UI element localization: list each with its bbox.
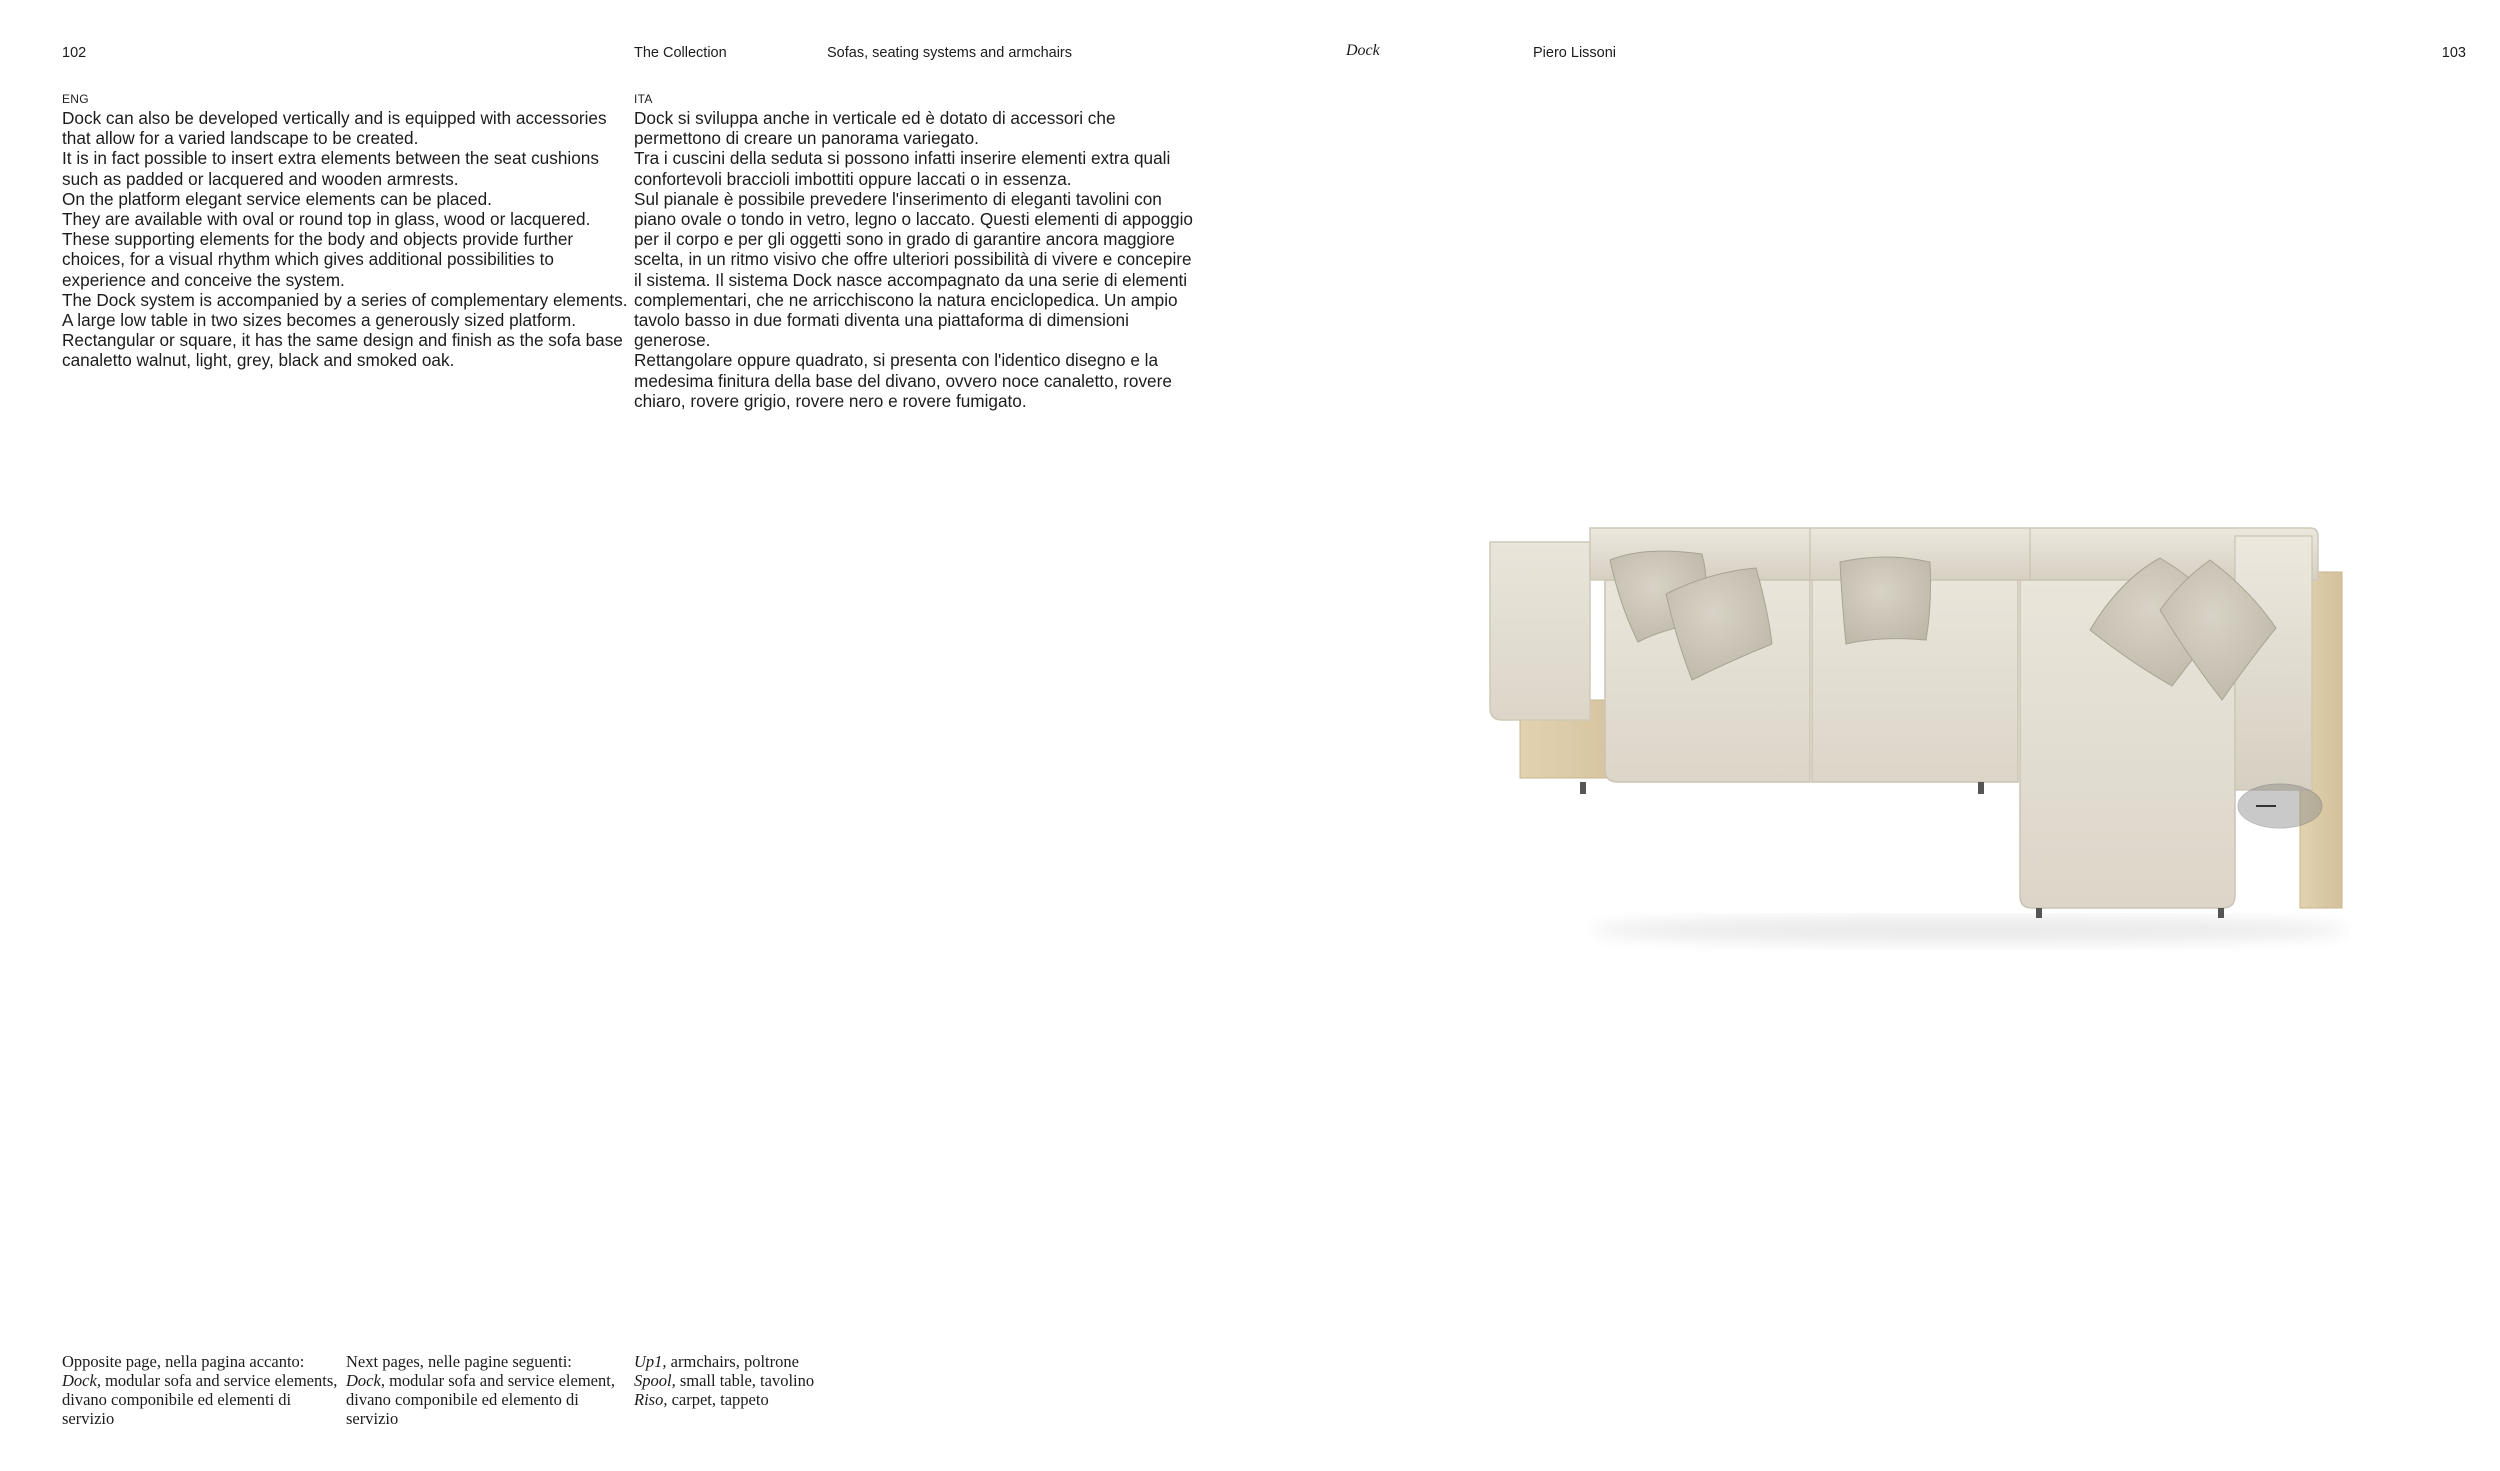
designer-name: Piero Lissoni [1533, 45, 1617, 61]
lang-tag-ita: ITA [634, 92, 653, 106]
ita-paragraph: Tra i cuscini della seduta si possono infatti inserire elementi extra quali confortevoli braccioli imbottiti oppure laccati o in essenza. [634, 148, 1171, 189]
caption-product-name: Spool, [634, 1371, 676, 1390]
dock-sofa-image [1470, 510, 2350, 950]
caption-product-name: Riso, [634, 1390, 668, 1409]
page-number-left: 102 [62, 45, 87, 61]
lang-tag-eng: ENG [62, 92, 89, 106]
eng-text [62, 108, 628, 371]
ita-paragraph: Dock si sviluppa anche in verticale ed è dotato di accessori che permettono di creare un panorama variegato. [634, 108, 1116, 149]
caption-products [634, 1352, 919, 1409]
eng-paragraph: On the platform elegant service elements can be placed. [62, 188, 492, 209]
caption-lead: Next pages, nelle pagine seguenti: [346, 1352, 572, 1371]
ita-paragraph: Rettangolare oppure quadrato, si presenta con l'identico disegno e la medesima finitura della base del divano, ovvero noce canaletto, rovere chiaro, rovere grigio, rovere nero e rovere fumigato. [634, 350, 1172, 411]
ita-paragraph: Sul pianale è possibile prevedere l'inserimento di eleganti tavolini con piano ovale o tondo in vetro, legno o laccato. Questi elementi di appoggio per il corpo e per gli oggetti sono in grado di garantire ancora maggiore scelta, in un ritmo visivo che offre ulteriori possibilità di vivere e concepire il sistema. Il sistema Dock nasce accompagnato da una serie di elementi complementari, che ne arricchiscono la natura enciclopedica. Un ampio tavolo basso in due formati diventa una piattaforma di dimensioni generose. [634, 188, 1193, 351]
section-title: The Collection [634, 45, 727, 61]
category-title: Sofas, seating systems and armchairs [827, 45, 1072, 61]
caption-opposite-page [62, 1352, 347, 1428]
caption-text: small table, tavolino [675, 1371, 815, 1390]
caption-product-name: Dock, [62, 1371, 101, 1390]
eng-paragraph: Dock can also be developed vertically and is equipped with accessories that allow for a varied landscape to be created. [62, 108, 607, 149]
ita-text [634, 108, 1200, 411]
eng-paragraph: They are available with oval or round top in glass, wood or lacquered. [62, 209, 591, 230]
eng-paragraph: It is in fact possible to insert extra elements between the seat cushions such as padded or lacquered and wooden armrests. [62, 148, 599, 189]
page-number-right: 103 [2441, 45, 2466, 61]
caption-product-name: Dock, [346, 1371, 385, 1390]
caption-text: modular sofa and service element, divano componibile ed elemento di servizio [346, 1371, 615, 1428]
caption-lead: Opposite page, nella pagina accanto: [62, 1352, 305, 1371]
caption-product-name: Up1, [634, 1352, 667, 1371]
caption-text: carpet, tappeto [667, 1390, 769, 1409]
caption-text: armchairs, poltrone [666, 1352, 799, 1371]
caption-next-pages [346, 1352, 631, 1428]
eng-paragraph: The Dock system is accompanied by a series of complementary elements. A large low table in two sizes becomes a generously sized platform. Rectangular or square, it has the same design and finish as the sofa base canaletto walnut, light, grey, black and smoked oak. [62, 289, 628, 371]
product-title: Dock [1346, 42, 1380, 59]
eng-paragraph: These supporting elements for the body and objects provide further choices, for a visual rhythm which gives additional possibilities to experience and conceive the system. [62, 229, 574, 290]
caption-text: modular sofa and service elements, divano componibile ed elementi di servizio [62, 1371, 338, 1428]
